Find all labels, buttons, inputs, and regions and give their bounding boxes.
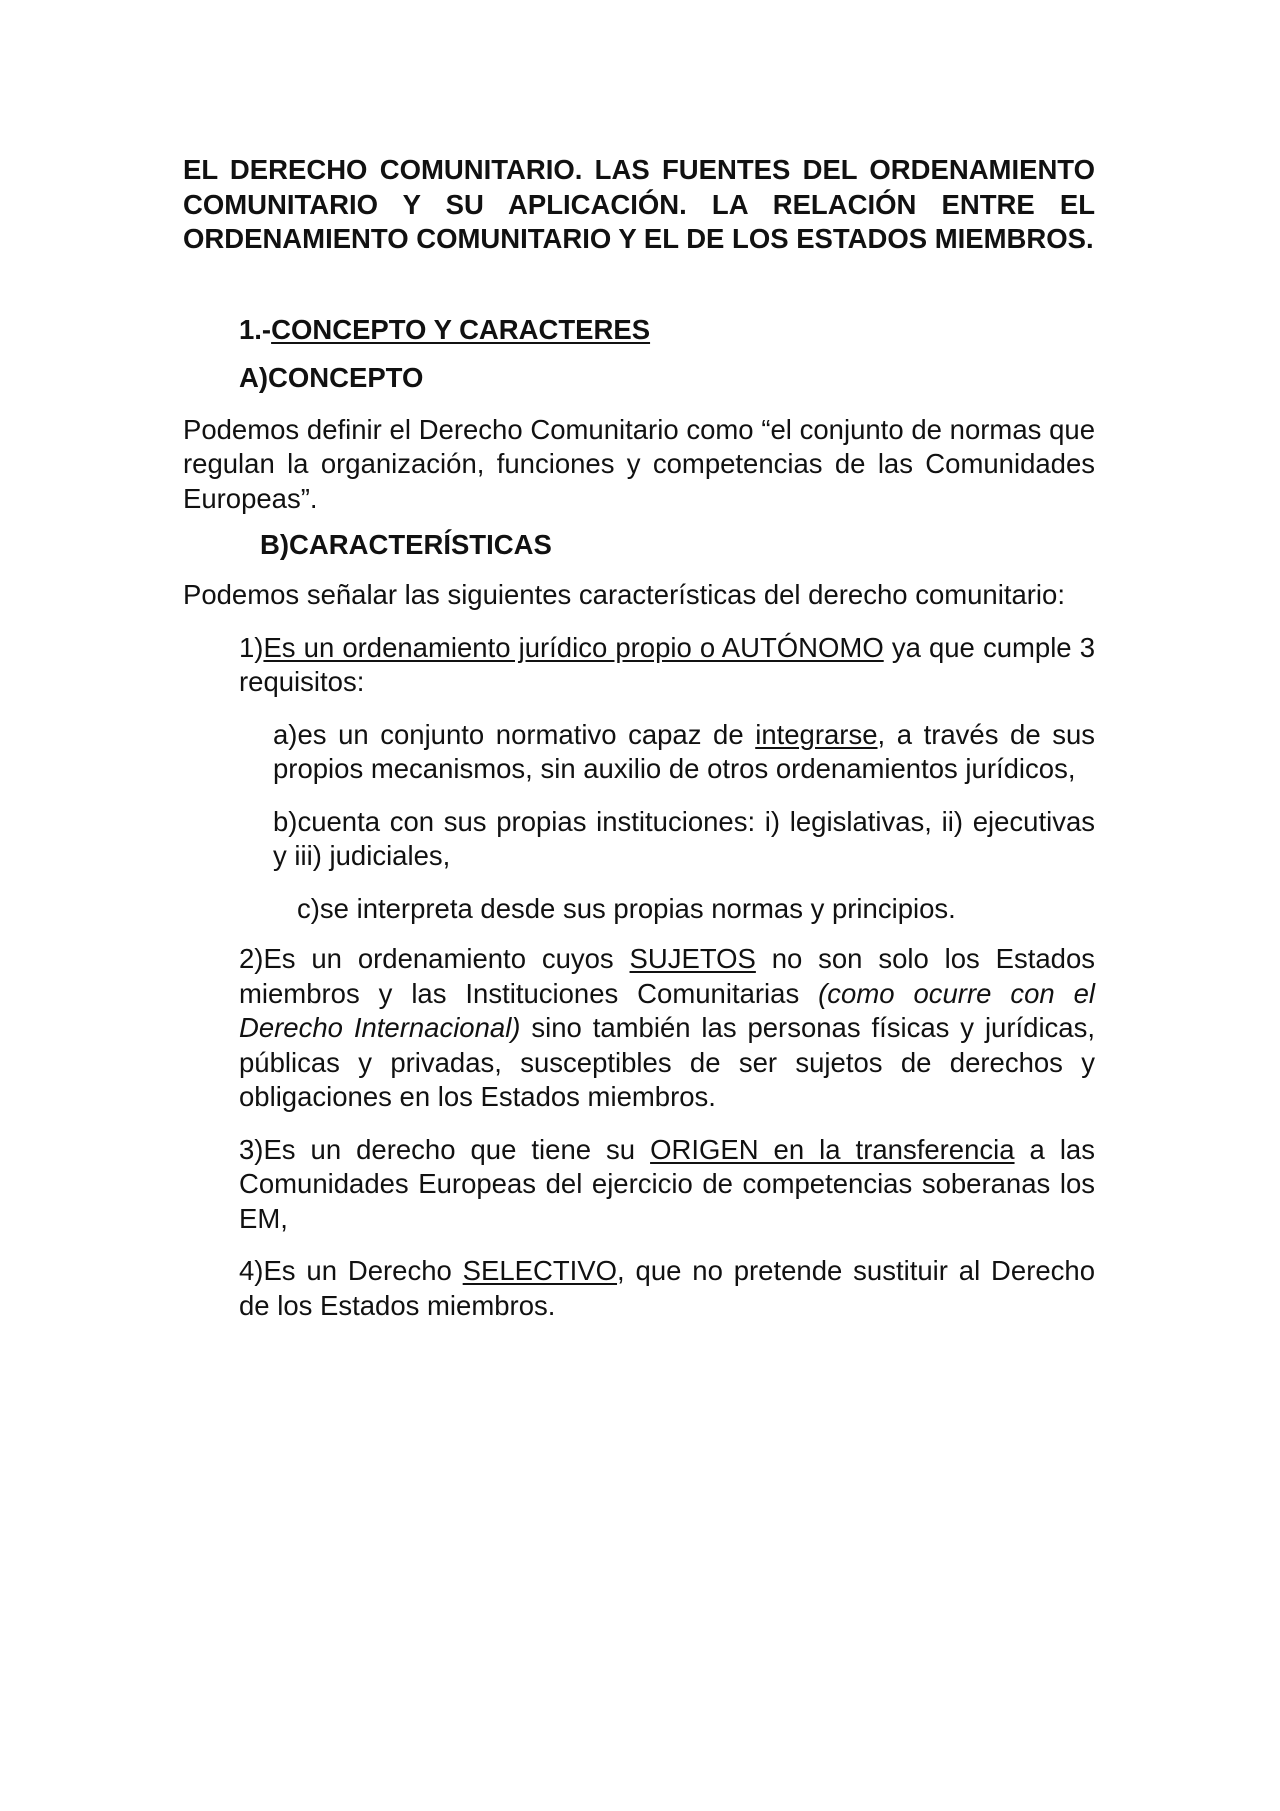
section-b-heading: B)CARACTERÍSTICAS: [260, 529, 552, 560]
section-1-label: CONCEPTO Y CARACTERES: [271, 313, 651, 345]
list-item-3-after: a las Comunidades Europeas del ejercicio de competencias soberanas los EM,: [239, 1133, 1095, 1234]
list-item-3-before: 3)Es un derecho que tiene su: [239, 1133, 651, 1165]
sub-item-c: c)se interpreta desde sus propias normas y principios.: [297, 892, 956, 924]
section-1-number: 1.-: [239, 313, 272, 345]
list-item-1-rest: ya que cumple 3 requisitos:: [239, 631, 1095, 697]
list-item-2-before: 2)Es un ordenamiento cuyos: [239, 943, 630, 974]
list-item-4-before: 4)Es un Derecho: [239, 1255, 463, 1286]
list-item-4-after: , que no pretende sustituir al Derecho de los Estados miembros.: [239, 1255, 1095, 1321]
list-item-2: [183, 942, 1095, 1115]
sub-item-a: [183, 718, 1095, 787]
list-item-3: [183, 1133, 1095, 1237]
list-item-1: [183, 631, 1095, 700]
concept-paragraph: Podemos definir el Derecho Comunitario como “el conjunto de normas que regulan la organización, funciones y competencias de las Comunidades Europeas”.: [183, 413, 1095, 514]
document-page: [183, 153, 1095, 1323]
list-item-3-underlined: ORIGEN en la transferencia: [650, 1133, 1015, 1165]
list-item-4-underlined: SELECTIVO: [462, 1255, 618, 1286]
list-item-1-prefix: 1): [239, 631, 264, 663]
sub-item-a-underlined: integrarse: [755, 718, 878, 750]
sub-item-b: b)cuenta con sus propias instituciones: i) legislativas, ii) ejecutivas y iii) judiciales,: [273, 805, 1095, 871]
list-item-2-middle: no son solo los Estados miembros y las Instituciones Comunitarias: [239, 943, 1095, 1009]
list-item-4: [183, 1254, 1095, 1323]
list-item-1-underlined: Es un ordenamiento jurídico propio o AUTÓNOMO: [263, 631, 884, 663]
list-item-2-italic: (como ocurre con el Derecho Internacional): [239, 977, 1095, 1043]
document-title: EL DERECHO COMUNITARIO. LAS FUENTES DEL ORDENAMIENTO COMUNITARIO Y SU APLICACIÓN. LA RELACIÓN ENTRE EL ORDENAMIENTO COMUNITARIO Y EL DE LOS ESTADOS MIEMBROS.: [183, 154, 1095, 254]
sub-item-a-after: , a través de sus propios mecanismos, sin auxilio de otros ordenamientos jurídicos,: [273, 718, 1095, 784]
sub-item-a-before: a)es un conjunto normativo capaz de: [273, 718, 756, 750]
section-1-heading: [183, 313, 1095, 347]
section-a-heading: A)CONCEPTO: [239, 361, 424, 393]
list-item-2-after: sino también las personas físicas y jurídicas, públicas y privadas, susceptibles de ser sujetos de derechos y obligaciones en los Estados miembros.: [239, 1012, 1095, 1112]
list-item-2-underlined: SUJETOS: [629, 943, 756, 974]
characteristics-intro: Podemos señalar las siguientes características del derecho comunitario:: [183, 579, 1065, 610]
